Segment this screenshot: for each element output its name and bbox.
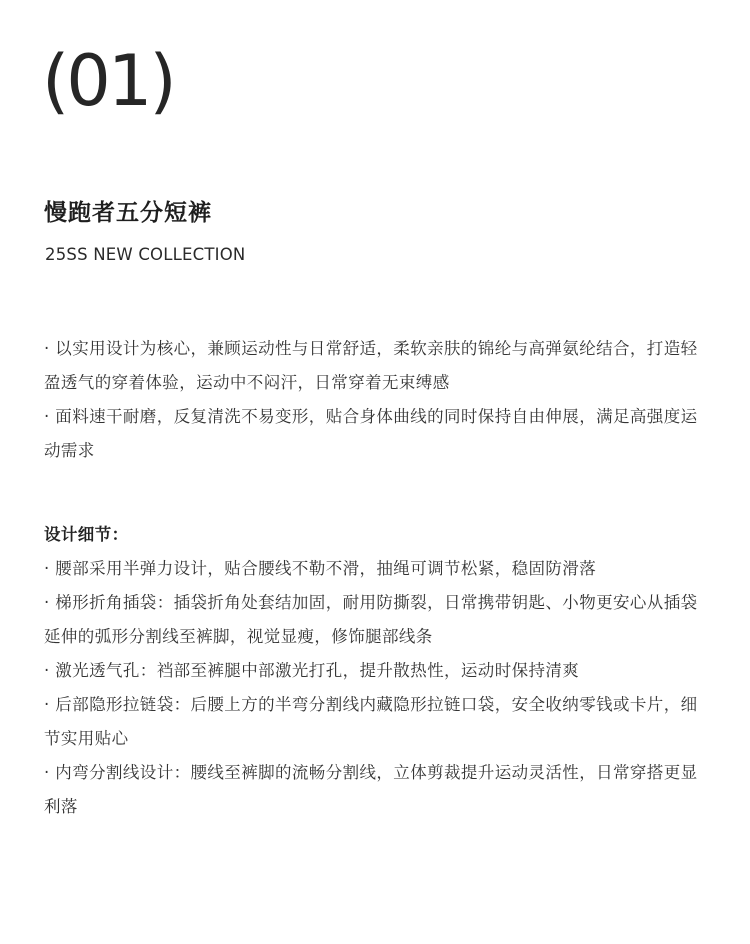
design-details [44, 518, 712, 824]
description-paragraph: · 面料速干耐磨，反复清洗不易变形，贴合身体曲线的同时保持自由伸展，满足高强度运动需求 [44, 407, 698, 460]
design-detail-item: · 腰部采用半弹力设计，贴合腰线不勒不滑，抽绳可调节松紧，稳固防滑落 [44, 559, 597, 578]
section-number: (01) [42, 40, 174, 122]
design-detail-item: · 激光透气孔：裆部至裤腿中部激光打孔，提升散热性，运动时保持清爽 [44, 661, 580, 680]
description-paragraph: · 以实用设计为核心，兼顾运动性与日常舒适，柔软亲肤的锦纶与高弹氨纶结合，打造轻盈透气的穿着体验，运动中不闷汗，日常穿着无束缚感 [44, 339, 698, 392]
design-detail-item: · 内弯分割线设计：腰线至裤脚的流畅分割线，立体剪裁提升运动灵活性，日常穿搭更显利落 [44, 763, 698, 816]
design-detail-item: · 梯形折角插袋：插袋折角处套结加固，耐用防撕裂，日常携带钥匙、小物更安心从插袋延伸的弧形分割线至裤脚，视觉显瘦，修饰腿部线条 [44, 593, 698, 646]
design-detail-item: · 后部隐形拉链袋：后腰上方的半弯分割线内藏隐形拉链口袋，安全收纳零钱或卡片，细节实用贴心 [44, 695, 698, 748]
product-title: 慢跑者五分短裤 [44, 200, 212, 226]
design-details-heading: 设计细节： [44, 525, 129, 544]
product-description [44, 332, 712, 468]
collection-label: 25SS NEW COLLECTION [45, 245, 246, 264]
